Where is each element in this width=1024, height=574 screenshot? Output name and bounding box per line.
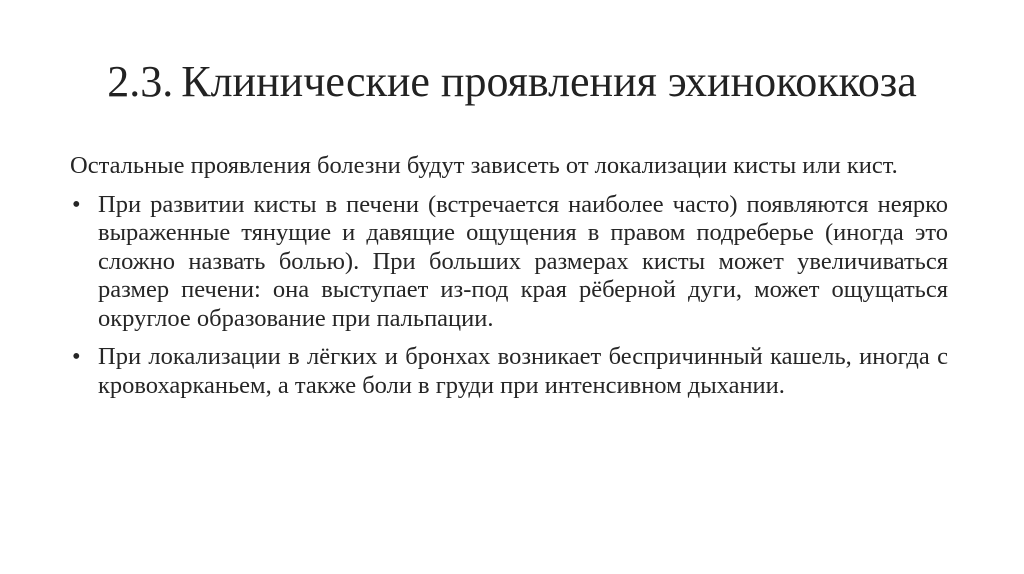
- bullet-mark: •: [72, 343, 81, 370]
- title-number: 2.3.: [107, 57, 174, 106]
- bullet-item-liver: [70, 191, 948, 334]
- bullet-text: При развитии кисты в печени (встречается наиболее часто) появляются неярко выраженные тянущие и давящие ощущения в правом подреберье (иногда это сложно назвать болью). При больших размерах кисты может увеличиваться размер печени: она выступает из-под края рёберной дуги, может ощущаться округлое образование при пальпации.: [98, 190, 948, 332]
- bullet-mark: •: [72, 190, 81, 218]
- intro-paragraph: Остальные проявления болезни будут зависеть от локализации кисты или кист.: [70, 152, 898, 179]
- slide-body: [70, 152, 948, 410]
- bullet-text: При локализации в лёгких и бронхах возникает беспричинный кашель, иногда с кровохарканьем, а также боли в груди при интенсивном дыхании.: [98, 343, 948, 399]
- slide-title: [0, 56, 1024, 108]
- bullet-item-lungs: [70, 343, 948, 400]
- bullet-list: [70, 191, 948, 401]
- title-text: Клинические проявления эхинококкоза: [181, 57, 917, 106]
